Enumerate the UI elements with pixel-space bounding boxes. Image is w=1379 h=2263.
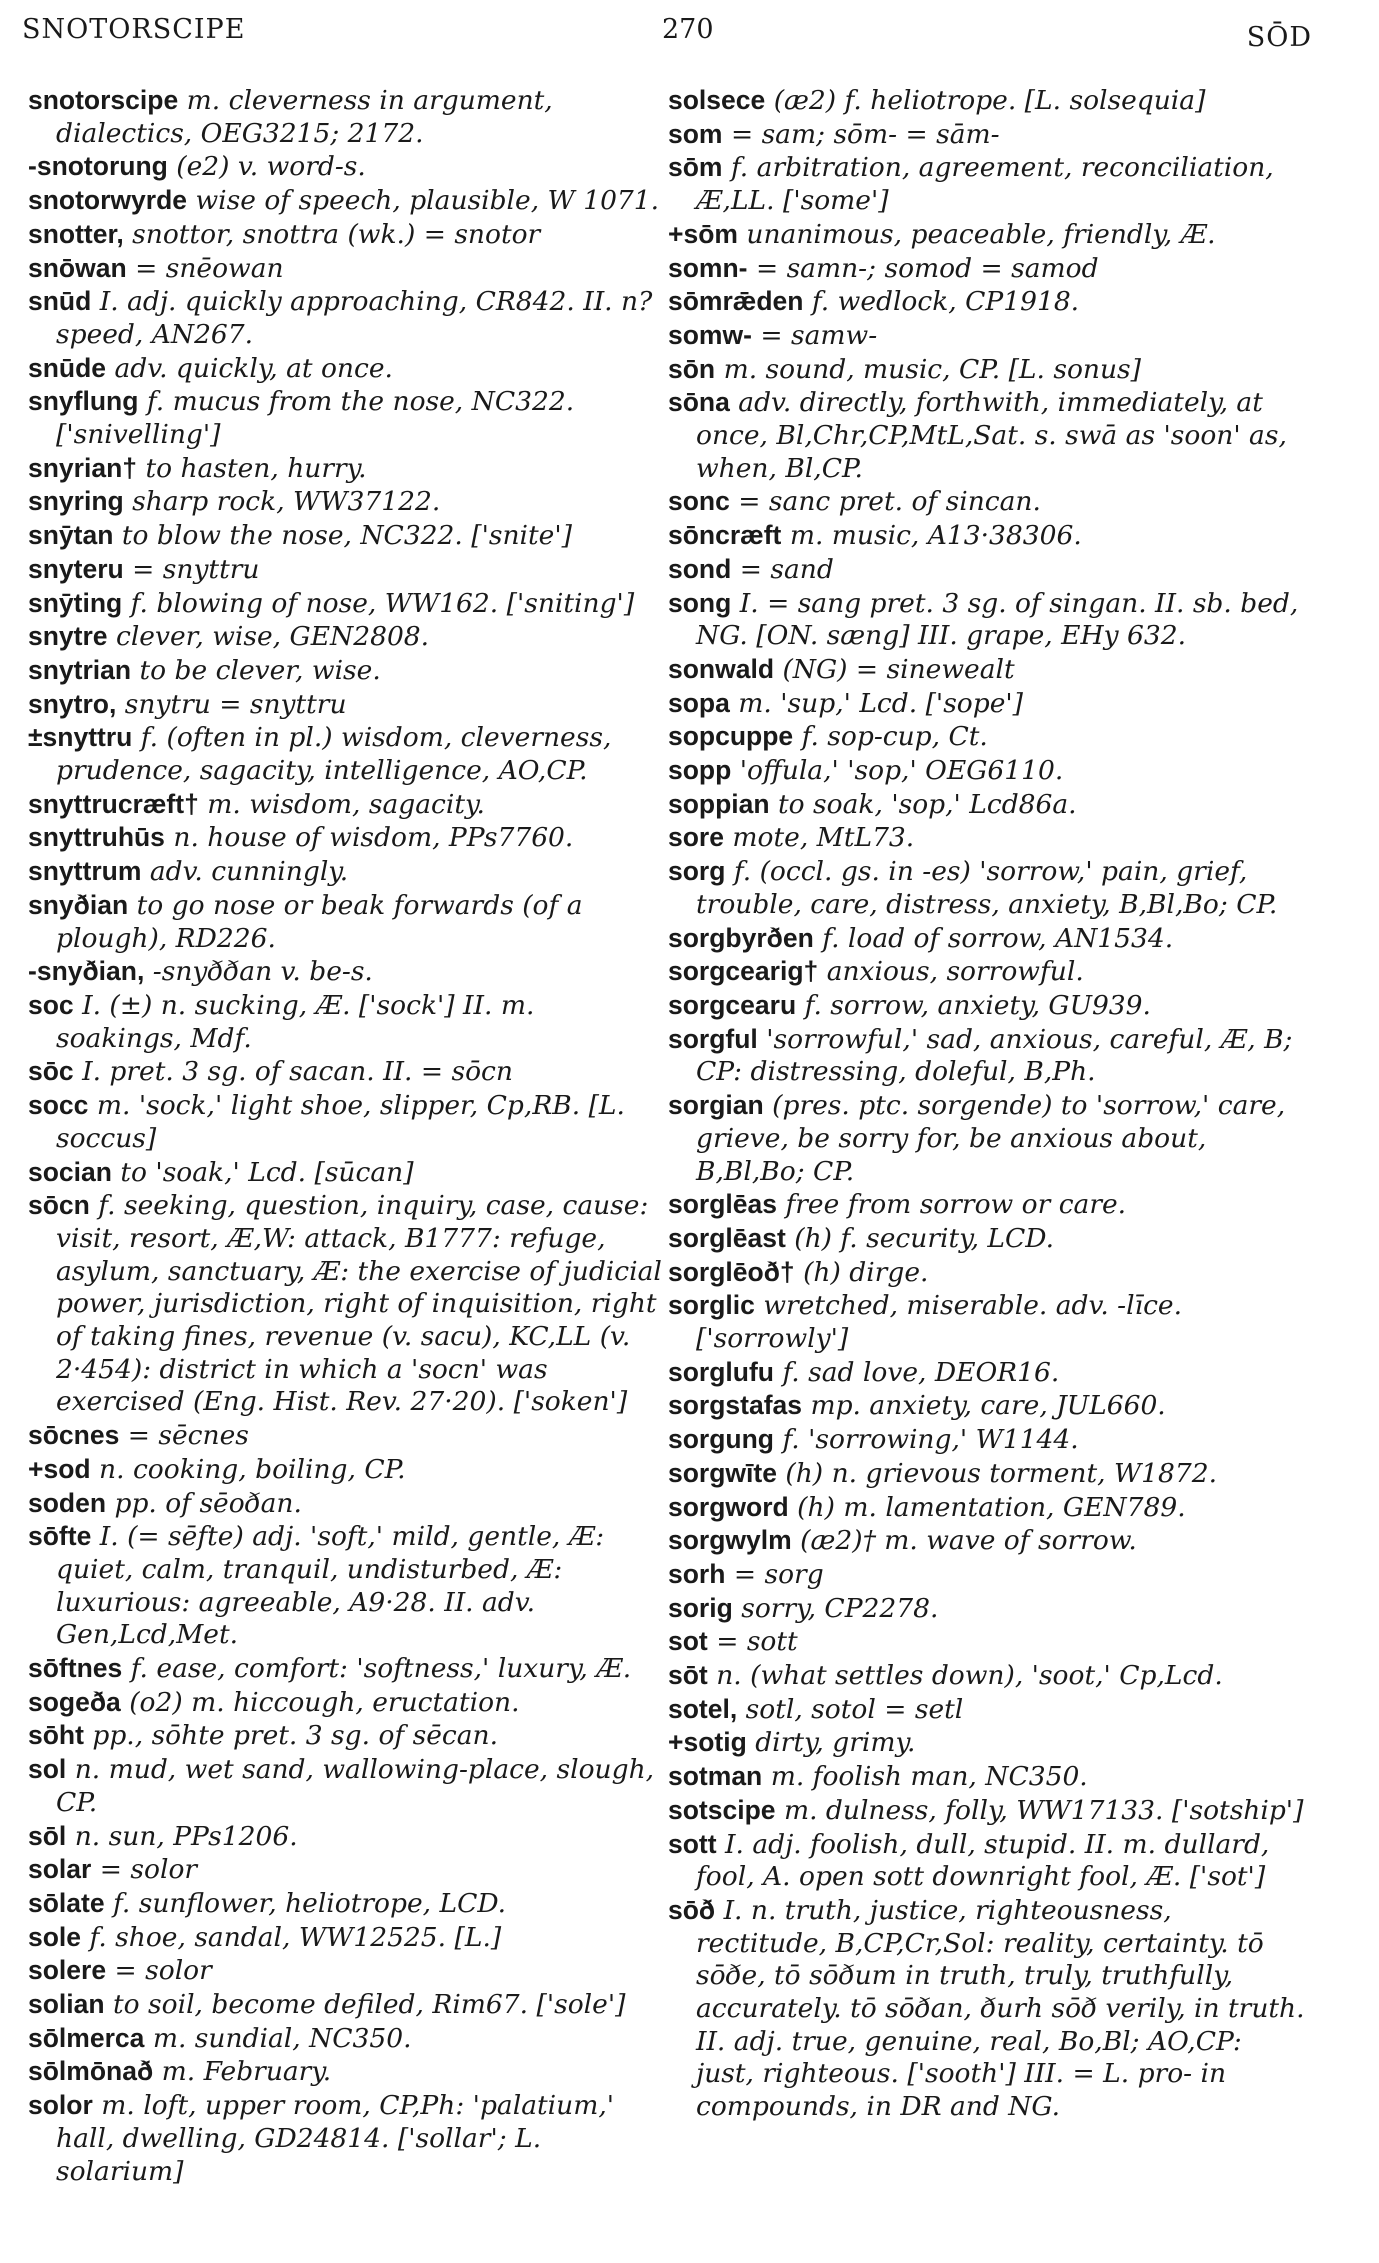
dictionary-entry bbox=[668, 720, 1308, 754]
entry-headword: somw- bbox=[668, 319, 752, 350]
entry-headword: sorgung bbox=[668, 1424, 774, 1455]
entry-definition: to go nose or beak forwards (of a plough), RD226. bbox=[56, 889, 583, 954]
dictionary-entry bbox=[668, 1794, 1308, 1828]
entry-headword: sorg bbox=[668, 856, 726, 887]
entry-definition: free from sorrow or care. bbox=[785, 1189, 1127, 1221]
entry-definition: f. 'sorrowing,' W1144. bbox=[782, 1424, 1079, 1456]
entry-definition: m. sundial, NC350. bbox=[152, 2022, 412, 2054]
entry-definition: = sēcnes bbox=[127, 1420, 249, 1452]
entry-headword: sorglic bbox=[668, 1290, 755, 1321]
dictionary-entry bbox=[668, 788, 1308, 822]
entry-headword: sōcn bbox=[28, 1190, 90, 1221]
entry-headword: sorgstafas bbox=[668, 1390, 803, 1421]
entry-definition: = solor bbox=[99, 1854, 198, 1886]
dictionary-entry bbox=[668, 1356, 1308, 1390]
entry-headword: snytrian bbox=[28, 654, 132, 685]
entry-definition: clever, wise, GEN2808. bbox=[115, 621, 430, 653]
entry-definition: 'offula,' 'sop,' OEG6110. bbox=[739, 755, 1064, 787]
entry-headword: sogeða bbox=[28, 1686, 121, 1717]
dictionary-entry bbox=[28, 1156, 668, 1190]
dictionary-entry bbox=[668, 955, 1308, 989]
dictionary-entry bbox=[28, 1055, 668, 1089]
dictionary-entry bbox=[668, 84, 1308, 118]
dictionary-entry bbox=[28, 654, 668, 688]
entry-definition: I. adj. foolish, dull, stupid. II. m. dullard, fool, A. open sott downright fool, Æ. ['sot'] bbox=[696, 1828, 1270, 1893]
entry-headword: snȳtan bbox=[28, 520, 114, 551]
entry-definition: snytru = snyttru bbox=[124, 688, 347, 720]
dictionary-entry bbox=[28, 2055, 668, 2089]
entry-headword: snyrian† bbox=[28, 452, 138, 483]
entry-definition: snottor, snottra (wk.) = snotor bbox=[132, 218, 541, 250]
entry-definition: f. (occl. gs. in -es) 'sorrow,' pain, grief, trouble, care, distress, anxiety, B,Bl,Bo; CP. bbox=[696, 856, 1278, 920]
dictionary-entry bbox=[668, 1457, 1308, 1491]
entry-headword: -snyðian, bbox=[28, 956, 145, 987]
dictionary-entry bbox=[28, 821, 668, 855]
entry-definition: f. arbitration, agreement, reconciliation, Æ,LL. ['some'] bbox=[696, 152, 1274, 217]
running-head-right: SŌD bbox=[1246, 22, 1312, 53]
page-number: 270 bbox=[662, 14, 714, 45]
entry-headword: sōlate bbox=[28, 1887, 105, 1918]
entry-headword: sorgwīte bbox=[668, 1457, 777, 1488]
dictionary-entry bbox=[28, 2089, 668, 2188]
dictionary-entry bbox=[668, 1389, 1308, 1423]
entry-headword: +sōm bbox=[668, 218, 738, 249]
entry-definition: f. wedlock, CP1918. bbox=[811, 286, 1080, 318]
entry-headword: snūd bbox=[28, 286, 92, 317]
entry-headword: solian bbox=[28, 1989, 105, 2020]
entry-definition: m. February. bbox=[161, 2056, 332, 2088]
dictionary-entry bbox=[28, 1453, 668, 1487]
entry-definition: n. (what settles down), 'soot,' Cp,Lcd. bbox=[716, 1660, 1223, 1692]
dictionary-entry bbox=[28, 1954, 668, 1988]
dictionary-entry bbox=[668, 353, 1308, 387]
entry-headword: sorgwylm bbox=[668, 1525, 792, 1556]
entry-headword: sōn bbox=[668, 353, 716, 384]
entry-headword: soppian bbox=[668, 788, 770, 819]
entry-headword: sorh bbox=[668, 1558, 726, 1589]
dictionary-entry bbox=[28, 452, 668, 486]
entry-headword: sōfte bbox=[28, 1521, 92, 1552]
entry-headword: snotter, bbox=[28, 218, 124, 249]
entry-definition: n. cooking, boiling, CP. bbox=[99, 1453, 406, 1485]
entry-headword: snotorwyrde bbox=[28, 185, 188, 216]
entry-definition: unanimous, peaceable, friendly, Æ. bbox=[746, 218, 1216, 250]
entry-definition: f. sorrow, anxiety, GU939. bbox=[804, 989, 1151, 1021]
entry-definition: (æ2) f. heliotrope. [L. solsequia] bbox=[773, 85, 1206, 116]
entry-headword: sōm bbox=[668, 152, 723, 183]
entry-headword: snūde bbox=[28, 352, 107, 383]
entry-definition: to soil, become defiled, Rim67. ['sole'] bbox=[113, 1989, 626, 2021]
dictionary-entry bbox=[668, 1222, 1308, 1256]
entry-definition: n. mud, wet sand, wallowing-place, slough, CP. bbox=[56, 1754, 655, 1818]
entry-headword: sot bbox=[668, 1626, 708, 1657]
entry-definition: f. blowing of nose, WW162. ['sniting'] bbox=[130, 587, 635, 619]
dictionary-entry bbox=[28, 485, 668, 519]
dictionary-entry bbox=[668, 1423, 1308, 1457]
dictionary-entry bbox=[668, 1659, 1308, 1693]
entry-definition: to be clever, wise. bbox=[139, 654, 381, 686]
entry-headword: sōlmerca bbox=[28, 2022, 145, 2053]
entry-definition: (NG) = sinewealt bbox=[782, 653, 1015, 685]
dictionary-entry bbox=[28, 1089, 668, 1155]
dictionary-entry bbox=[28, 1820, 668, 1854]
entry-headword: sōcnes bbox=[28, 1420, 120, 1451]
entry-definition: mote, MtL73. bbox=[732, 822, 915, 854]
dictionary-entry bbox=[668, 118, 1308, 152]
entry-definition: f. sop-cup, Ct. bbox=[801, 721, 988, 753]
entry-headword: sorglēas bbox=[668, 1189, 778, 1220]
dictionary-entry bbox=[28, 1887, 668, 1921]
entry-headword: sorglufu bbox=[668, 1356, 774, 1387]
entry-headword: sond bbox=[668, 553, 732, 584]
dictionary-entry bbox=[28, 1686, 668, 1720]
entry-definition: m. sound, music, CP. [L. sonus] bbox=[723, 353, 1141, 385]
entry-definition: m. cleverness in argument, dialectics, OEG3215; 2172. bbox=[56, 85, 553, 149]
entry-headword: socc bbox=[28, 1090, 89, 1121]
entry-definition: m. 'sock,' light shoe, slipper, Cp,RB. [L. soccus] bbox=[56, 1090, 625, 1154]
entry-definition: f. ease, comfort: 'softness,' luxury, Æ. bbox=[130, 1653, 632, 1685]
entry-definition: f. (often in pl.) wisdom, cleverness, prudence, sagacity, intelligence, AO,CP. bbox=[56, 722, 612, 787]
entry-headword: -snotorung bbox=[28, 151, 168, 182]
entry-headword: sol bbox=[28, 1754, 67, 1785]
dictionary-entry bbox=[28, 955, 668, 989]
dictionary-entry bbox=[28, 889, 668, 955]
dictionary-entry bbox=[28, 1652, 668, 1686]
entry-headword: sorgful bbox=[668, 1023, 758, 1054]
dictionary-entry bbox=[668, 989, 1308, 1023]
entry-definition: (h) n. grievous torment, W1872. bbox=[785, 1457, 1218, 1489]
entry-definition: m. dulness, folly, WW17133. ['sotship'] bbox=[783, 1794, 1304, 1826]
entry-definition: pp., sōhte pret. 3 sg. of sēcan. bbox=[92, 1720, 499, 1752]
entry-headword: solar bbox=[28, 1854, 92, 1885]
entry-definition: (h) m. lamentation, GEN789. bbox=[797, 1491, 1186, 1523]
entry-headword: snyring bbox=[28, 486, 124, 517]
entry-definition: = snēowan bbox=[135, 252, 284, 284]
entry-headword: sōð bbox=[668, 1894, 716, 1925]
dictionary-entry bbox=[668, 1558, 1308, 1592]
entry-definition: (e2) v. word-s. bbox=[176, 151, 366, 183]
dictionary-entry bbox=[28, 84, 668, 150]
dictionary-entry bbox=[28, 788, 668, 822]
entry-headword: snyttruhūs bbox=[28, 822, 165, 853]
dictionary-entry bbox=[668, 485, 1308, 519]
entry-definition: I. (= sēfte) adj. 'soft,' mild, gentle, Æ: quiet, calm, tranquil, undisturbed, Æ: luxurious: agreeable, A9·28. II. adv. Gen,Lcd,Met. bbox=[56, 1521, 605, 1651]
entry-definition: adv. directly, forthwith, immediately, at once, Bl,Chr,CP,MtL,Sat. s. swā as 'soon' as, when, Bl,CP. bbox=[696, 387, 1287, 484]
entry-headword: sōc bbox=[28, 1056, 74, 1087]
entry-headword: snyðian bbox=[28, 889, 129, 920]
entry-definition: = sorg bbox=[733, 1558, 824, 1590]
entry-definition: 'sorrowful,' sad, anxious, careful, Æ, B; CP: distressing, doleful, B,Ph. bbox=[696, 1023, 1293, 1088]
entry-definition: f. sad love, DEOR16. bbox=[782, 1356, 1060, 1388]
dictionary-entry bbox=[668, 821, 1308, 855]
entry-headword: sopa bbox=[668, 687, 730, 718]
dictionary-entry bbox=[28, 1753, 668, 1819]
left-column bbox=[28, 84, 668, 2188]
entry-headword: ±snyttru bbox=[28, 722, 133, 753]
dictionary-entry bbox=[668, 587, 1308, 653]
entry-definition: m. loft, upper room, CP,Ph: 'palatium,' hall, dwelling, GD24814. ['sollar'; L. solarium] bbox=[56, 2090, 615, 2187]
entry-definition: = samn-; somod = samod bbox=[755, 252, 1099, 284]
entry-definition: to 'soak,' Lcd. [sūcan] bbox=[120, 1156, 414, 1188]
entry-headword: sōna bbox=[668, 387, 730, 418]
entry-definition: sotl, sotol = setl bbox=[745, 1693, 964, 1725]
entry-headword: solsece bbox=[668, 85, 766, 115]
entry-definition: dirty, grimy. bbox=[755, 1727, 916, 1759]
entry-headword: socian bbox=[28, 1156, 112, 1187]
running-head-left: SNOTORSCIPE bbox=[22, 14, 246, 45]
dictionary-entry bbox=[668, 1726, 1308, 1760]
entry-definition: to soak, 'sop,' Lcd86a. bbox=[778, 788, 1077, 820]
entry-definition: = sand bbox=[739, 553, 834, 585]
entry-headword: sopp bbox=[668, 755, 732, 786]
entry-headword: snyttrucræft† bbox=[28, 788, 199, 819]
entry-headword: soden bbox=[28, 1487, 107, 1518]
dictionary-entry bbox=[28, 989, 668, 1055]
dictionary-entry bbox=[28, 1419, 668, 1453]
entry-definition: (h) dirge. bbox=[803, 1256, 929, 1288]
entry-definition: m. music, A13·38306. bbox=[789, 520, 1082, 552]
entry-definition: m. foolish man, NC350. bbox=[770, 1761, 1088, 1793]
dictionary-entry bbox=[668, 1760, 1308, 1794]
right-column bbox=[668, 84, 1308, 2124]
dictionary-entry bbox=[668, 218, 1308, 252]
dictionary-entry bbox=[668, 1828, 1308, 1894]
dictionary-entry bbox=[28, 385, 668, 451]
entry-headword: sorglēast bbox=[668, 1222, 786, 1253]
entry-definition: mp. anxiety, care, JUL660. bbox=[810, 1390, 1166, 1422]
dictionary-entry bbox=[668, 754, 1308, 788]
entry-definition: = samw- bbox=[760, 319, 878, 351]
entry-definition: m. 'sup,' Lcd. ['sope'] bbox=[738, 687, 1024, 719]
entry-headword: sore bbox=[668, 822, 724, 853]
dictionary-entry bbox=[668, 1188, 1308, 1222]
entry-headword: sotel, bbox=[668, 1693, 738, 1724]
dictionary-entry bbox=[28, 1853, 668, 1887]
dictionary-entry bbox=[668, 319, 1308, 353]
entry-definition: wretched, miserable. adv. -līce. ['sorrowly'] bbox=[696, 1290, 1183, 1355]
dictionary-entry bbox=[668, 687, 1308, 721]
dictionary-entry bbox=[668, 1693, 1308, 1727]
dictionary-entry bbox=[28, 285, 668, 351]
dictionary-entry bbox=[668, 1592, 1308, 1626]
entry-definition: adv. cunningly. bbox=[149, 856, 349, 888]
entry-definition: f. load of sorrow, AN1534. bbox=[822, 922, 1174, 954]
dictionary-entry bbox=[28, 218, 668, 252]
entry-headword: snōwan bbox=[28, 252, 127, 283]
entry-headword: +sotig bbox=[668, 1727, 747, 1758]
dictionary-entry bbox=[28, 2022, 668, 2056]
entry-definition: (æ2)† m. wave of sorrow. bbox=[800, 1525, 1137, 1557]
entry-definition: (o2) m. hiccough, eructation. bbox=[129, 1686, 520, 1718]
entry-headword: sotscipe bbox=[668, 1794, 776, 1825]
entry-headword: sōht bbox=[28, 1720, 84, 1751]
entry-headword: song bbox=[668, 587, 732, 618]
entry-headword: sonc bbox=[668, 486, 730, 517]
dictionary-entry bbox=[28, 688, 668, 722]
entry-definition: f. shoe, sandal, WW12525. [L.] bbox=[89, 1921, 502, 1953]
dictionary-entry bbox=[668, 1491, 1308, 1525]
entry-headword: sōlmōnað bbox=[28, 2056, 154, 2087]
dictionary-entry bbox=[668, 1089, 1308, 1188]
entry-headword: solere bbox=[28, 1955, 107, 1986]
entry-definition: = sam; sōm- = sām- bbox=[730, 118, 1000, 150]
entry-definition: I. (±) n. sucking, Æ. ['sock'] II. m. soakings, Mdf. bbox=[56, 989, 535, 1054]
dictionary-entry bbox=[28, 1189, 668, 1419]
entry-definition: f. sunflower, heliotrope, LCD. bbox=[113, 1887, 507, 1919]
entry-definition: f. seeking, question, inquiry, case, cause: visit, resort, Æ,W: attack, B1777: refuge, asylum, sanctuary, Æ: the exercise of judicial power, jurisdiction, right of inquisition, right of taking fines, revenue (v. sacu), KC,LL (v. 2·454): district in which a 'socn' was exercised (Eng. Hist. Rev. 27·20). ['soken'] bbox=[56, 1190, 662, 1418]
entry-definition: = snyttru bbox=[132, 553, 260, 585]
dictionary-entry bbox=[668, 519, 1308, 553]
dictionary-entry bbox=[28, 855, 668, 889]
entry-headword: sōftnes bbox=[28, 1653, 123, 1684]
entry-definition: sharp rock, WW37122. bbox=[132, 486, 441, 518]
entry-headword: snytro, bbox=[28, 688, 117, 719]
dictionary-entry bbox=[28, 1520, 668, 1652]
entry-definition: I. n. truth, justice, righteousness, rectitude, B,CP,Cr,Sol: reality, certainty. tō sōðe, tō sōðum in truth, truly, truthfully, accurately. tō sōðan, ðurh sōð verily, in truth. II. adj. true, genuine, real, Bo,Bl; AO,CP: just, righteous. ['sooth'] III. = L. pro- in compounds, in DR and NG. bbox=[696, 1894, 1305, 2123]
page-header bbox=[22, 14, 1312, 58]
dictionary-entry bbox=[668, 252, 1308, 286]
dictionary-entry bbox=[28, 620, 668, 654]
dictionary-entry bbox=[28, 1921, 668, 1955]
dictionary-entry bbox=[668, 1625, 1308, 1659]
entry-headword: sotman bbox=[668, 1761, 763, 1792]
entry-headword: sorgcearu bbox=[668, 989, 797, 1020]
dictionary-entry bbox=[28, 150, 668, 184]
entry-headword: snȳting bbox=[28, 587, 123, 618]
entry-headword: sole bbox=[28, 1921, 82, 1952]
dictionary-entry bbox=[28, 1719, 668, 1753]
dictionary-entry bbox=[668, 1256, 1308, 1290]
dictionary-entry bbox=[28, 1487, 668, 1521]
entry-headword: sōmrǣden bbox=[668, 286, 804, 317]
entry-definition: to blow the nose, NC322. ['snite'] bbox=[121, 520, 572, 552]
dictionary-entry bbox=[668, 1524, 1308, 1558]
entry-definition: I. adj. quickly approaching, CR842. II. n? speed, AN267. bbox=[56, 286, 653, 350]
entry-headword: snyttrum bbox=[28, 856, 142, 887]
dictionary-entry bbox=[668, 1894, 1308, 2124]
dictionary-entry bbox=[668, 1289, 1308, 1355]
entry-headword: sorgbyrðen bbox=[668, 922, 814, 953]
entry-definition: pp. of sēoðan. bbox=[114, 1487, 302, 1519]
entry-headword: somn- bbox=[668, 252, 748, 283]
dictionary-entry bbox=[668, 922, 1308, 956]
entry-headword: solor bbox=[28, 2090, 93, 2121]
dictionary-entry bbox=[668, 653, 1308, 687]
dictionary-entry bbox=[28, 587, 668, 621]
entry-headword: sorgword bbox=[668, 1491, 789, 1522]
entry-headword: sorig bbox=[668, 1592, 733, 1623]
dictionary-entry bbox=[668, 855, 1308, 921]
entry-definition: = sanc pret. of sincan. bbox=[738, 486, 1041, 518]
dictionary-entry bbox=[668, 386, 1308, 485]
entry-definition: n. house of wisdom, PPs7760. bbox=[173, 822, 574, 854]
entry-headword: sott bbox=[668, 1828, 717, 1859]
entry-headword: +sod bbox=[28, 1453, 91, 1484]
entry-definition: I. pret. 3 sg. of sacan. II. = sōcn bbox=[82, 1056, 513, 1088]
entry-headword: sopcuppe bbox=[668, 721, 794, 752]
entry-headword: snotorscipe bbox=[28, 85, 179, 115]
dictionary-entry bbox=[28, 252, 668, 286]
entry-headword: sonwald bbox=[668, 653, 775, 684]
dictionary-entry bbox=[28, 1988, 668, 2022]
entry-definition: m. wisdom, sagacity. bbox=[207, 788, 485, 820]
dictionary-entry bbox=[668, 1023, 1308, 1089]
entry-headword: sorgcearig† bbox=[668, 956, 819, 987]
entry-definition: anxious, sorrowful. bbox=[826, 956, 1084, 988]
entry-definition: = solor bbox=[114, 1955, 212, 1987]
entry-headword: sorglēoð† bbox=[668, 1256, 795, 1287]
dictionary-entry bbox=[668, 553, 1308, 587]
entry-definition: -snyððan v. be-s. bbox=[152, 956, 373, 988]
entry-headword: snyteru bbox=[28, 553, 124, 584]
dictionary-entry bbox=[28, 553, 668, 587]
dictionary-entry bbox=[28, 352, 668, 386]
entry-definition: wise of speech, plausible, W 1071. bbox=[195, 185, 660, 217]
dictionary-entry bbox=[28, 519, 668, 553]
dictionary-entry bbox=[28, 184, 668, 218]
entry-headword: snytre bbox=[28, 621, 108, 652]
entry-headword: sōt bbox=[668, 1660, 708, 1691]
entry-definition: (pres. ptc. sorgende) to 'sorrow,' care, grieve, be sorry for, be anxious about, B,Bl,Bo; CP. bbox=[696, 1090, 1286, 1187]
entry-headword: soc bbox=[28, 989, 74, 1020]
entry-headword: snyflung bbox=[28, 386, 139, 417]
dictionary-entry bbox=[668, 151, 1308, 217]
entry-definition: to hasten, hurry. bbox=[145, 452, 367, 484]
entry-headword: sōl bbox=[28, 1820, 67, 1851]
entry-definition: = sott bbox=[716, 1626, 798, 1658]
entry-headword: sōncræft bbox=[668, 520, 782, 551]
entry-definition: adv. quickly, at once. bbox=[114, 352, 393, 384]
entry-headword: sorgian bbox=[668, 1090, 764, 1121]
entry-definition: (h) f. security, LCD. bbox=[794, 1222, 1055, 1254]
dictionary-entry bbox=[28, 721, 668, 787]
entry-headword: som bbox=[668, 118, 723, 149]
entry-definition: sorry, CP2278. bbox=[741, 1592, 939, 1624]
entry-definition: f. mucus from the nose, NC322. ['snivelling'] bbox=[56, 386, 575, 451]
entry-definition: n. sun, PPs1206. bbox=[74, 1820, 298, 1852]
dictionary-entry bbox=[668, 285, 1308, 319]
entry-definition: I. = sang pret. 3 sg. of singan. II. sb. bed, NG. [ON. sæng] III. grape, EHy 632. bbox=[696, 587, 1299, 652]
